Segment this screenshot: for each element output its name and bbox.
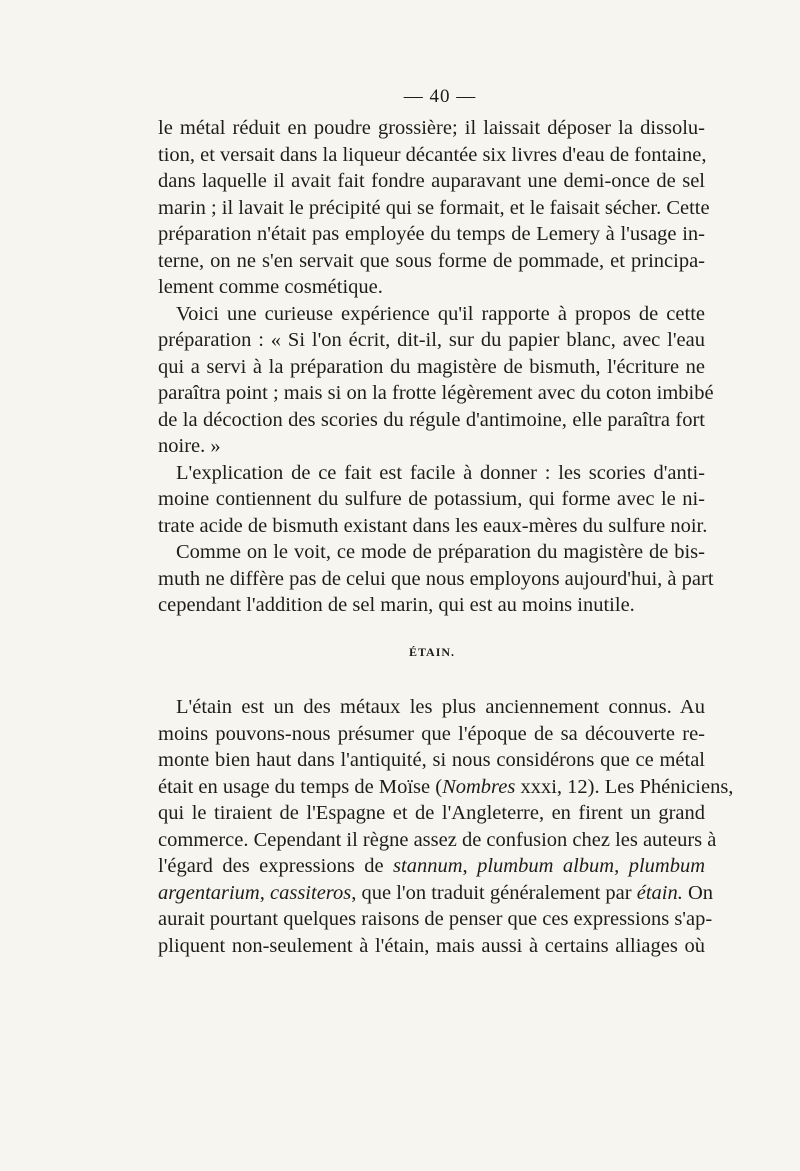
text-segment: , que l'on traduit généralement par (351, 881, 637, 904)
text-line (158, 827, 717, 854)
text-line: tion, et versait dans la liqueur décantée six livres d'eau de fontaine, (158, 143, 707, 166)
text-line (158, 747, 705, 774)
text-segment: l'égard des expressions de (158, 855, 394, 877)
text-line (158, 694, 705, 721)
text-line (158, 906, 713, 933)
italic-term: Nombres (442, 775, 516, 798)
text-segment: pliquent non-seulement à l'étain, mais aussi à certains alliages où (158, 934, 705, 957)
italic-term: étain. (636, 881, 683, 904)
text-line: dans laquelle il avait fait fondre auparavant une demi-once de sel (158, 170, 705, 192)
text-line: Comme on le voit, ce mode de préparation du magistère de bis- (176, 541, 705, 563)
text-segment: xxxi, 12). Les Phéniciens, (515, 775, 734, 798)
text-segment: L'étain est un des métaux les plus anciennement connus. Au (176, 696, 705, 718)
text-segment: était en usage du temps de Moïse ( (158, 775, 443, 798)
text-line: de la décoction des scories du régule d'antimoine, elle paraîtra fort (158, 408, 705, 431)
text-line: muth ne diffère pas de celui que nous employons aujourd'hui, à part (158, 567, 714, 590)
text-line: lement comme cosmétique. (158, 276, 383, 298)
text-line: noire. » (158, 435, 221, 457)
text-line: préparation n'était pas employée du temps de Lemery à l'usage in- (158, 223, 705, 245)
page-number: — 40 — (403, 86, 477, 107)
paragraph-block-etain (158, 694, 734, 959)
text-segment: , (259, 881, 270, 904)
text-line: L'explication de ce fait est facile à donner : les scories d'anti- (176, 461, 705, 484)
text-segment: commerce. Cependant il règne assez de confusion chez les auteurs à (158, 828, 717, 851)
section-heading-etain: ÉTAIN. (408, 645, 456, 659)
text-segment: , (614, 855, 629, 877)
text-segment: aurait pourtant quelques raisons de penser que ces expressions s'ap- (158, 908, 713, 930)
text-line (158, 721, 705, 748)
text-segment: qui le tiraient de l'Espagne et de l'Angleterre, en firent un grand (158, 802, 705, 824)
italic-term: plumbum album (477, 855, 615, 877)
text-line (158, 853, 705, 880)
text-segment: On (682, 881, 714, 904)
text-line (158, 800, 705, 827)
text-segment: , (462, 855, 478, 877)
text-line: terne, on ne s'en servait que sous forme de pommade, et principa- (158, 249, 705, 272)
text-line: préparation : « Si l'on écrit, dit-il, sur du papier blanc, avec l'eau (158, 329, 705, 351)
text-line: le métal réduit en poudre grossière; il laissait déposer la dissolu- (158, 117, 705, 139)
text-segment: moins pouvons-nous présumer que l'époque de sa découverte re- (158, 722, 705, 745)
italic-term: plumbum (628, 855, 706, 877)
text-line (158, 880, 714, 907)
italic-term: argentarium (158, 881, 260, 904)
italic-term: stannum (393, 855, 463, 877)
text-segment: monte bien haut dans l'antiquité, si nous considérons que ce métal (158, 749, 705, 771)
text-line: marin ; il lavait le précipité qui se formait, et le faisait sécher. Cette (158, 196, 710, 219)
text-line: moine contiennent du sulfure de potassium, qui forme avec le ni- (158, 488, 705, 510)
text-line: Voici une curieuse expérience qu'il rapporte à propos de cette (176, 302, 705, 325)
text-line: cependant l'addition de sel marin, qui est au moins inutile. (158, 594, 635, 616)
text-line (158, 774, 734, 801)
paragraph-block-bismuth (158, 115, 714, 619)
text-line: paraîtra point ; mais si on la frotte légèrement avec du coton imbibé (158, 382, 714, 404)
text-line: trate acide de bismuth existant dans les eaux-mères du sulfure noir. (158, 514, 708, 537)
italic-term: cassiteros (270, 881, 352, 904)
text-line: qui a servi à la préparation du magistère de bismuth, l'écriture ne (158, 355, 705, 378)
text-line (158, 933, 705, 960)
